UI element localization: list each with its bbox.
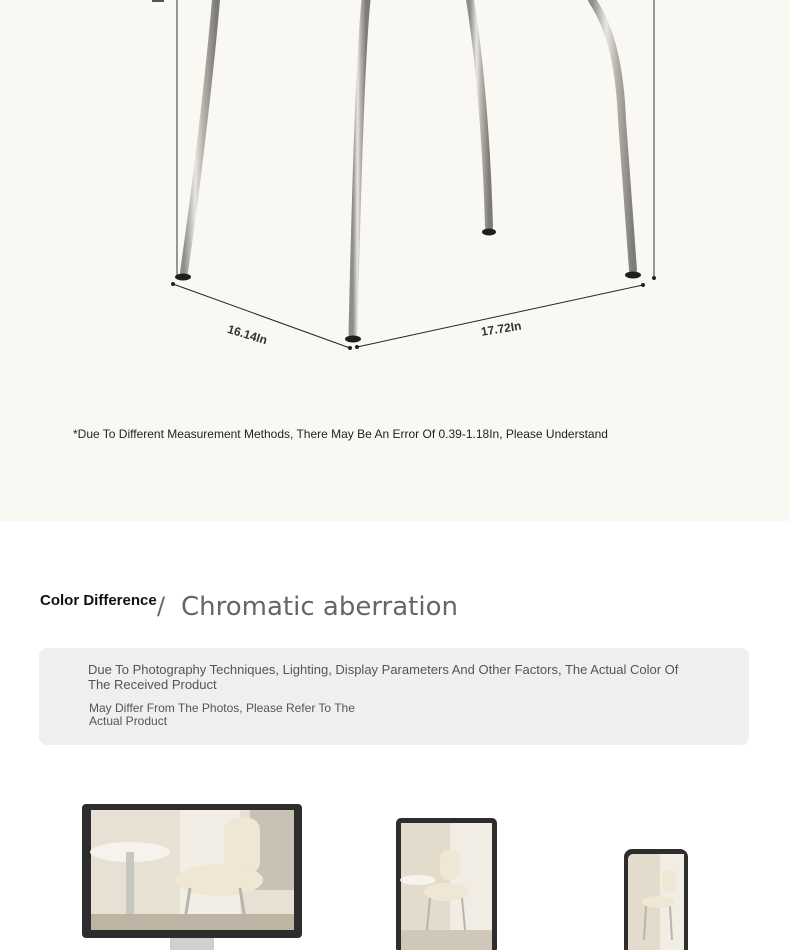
height-guide-endpoint bbox=[652, 276, 656, 280]
phone-device bbox=[624, 849, 688, 950]
measurement-disclaimer: *Due To Different Measurement Methods, There May Be An Error Of 0.39-1.18In, Please Understand bbox=[73, 427, 608, 441]
color-difference-heading: Color Difference bbox=[40, 592, 157, 609]
device-comparison-illustration bbox=[0, 790, 790, 950]
leg-foot-cap bbox=[345, 336, 361, 343]
chromatic-aberration-subheading: Chromatic aberration bbox=[181, 592, 458, 622]
height-tick-mark bbox=[152, 0, 164, 2]
monitor-device bbox=[82, 804, 302, 950]
width-dimension-label: 17.72In bbox=[480, 318, 523, 339]
leg-foot-cap bbox=[625, 272, 641, 279]
tablet-device bbox=[396, 818, 497, 950]
leg-back-right bbox=[592, 0, 633, 270]
leg-foot-cap bbox=[175, 274, 191, 281]
leg-front-left bbox=[184, 0, 216, 272]
color-notice-text-continued: May Differ From The Photos, Please Refer To The Actual Product bbox=[89, 701, 355, 728]
leg-front-center bbox=[353, 0, 366, 334]
color-notice-text: Due To Photography Techniques, Lighting, Display Parameters And Other Factors, The Actual Color Of The Received Product bbox=[88, 662, 679, 692]
color-notice-box bbox=[39, 648, 749, 745]
width-measure-line bbox=[357, 285, 643, 347]
depth-dimension-label: 16.14In bbox=[225, 322, 269, 348]
heading-separator: / bbox=[157, 592, 166, 620]
leg-foot-cap bbox=[482, 229, 496, 236]
leg-back-center bbox=[470, 0, 489, 227]
